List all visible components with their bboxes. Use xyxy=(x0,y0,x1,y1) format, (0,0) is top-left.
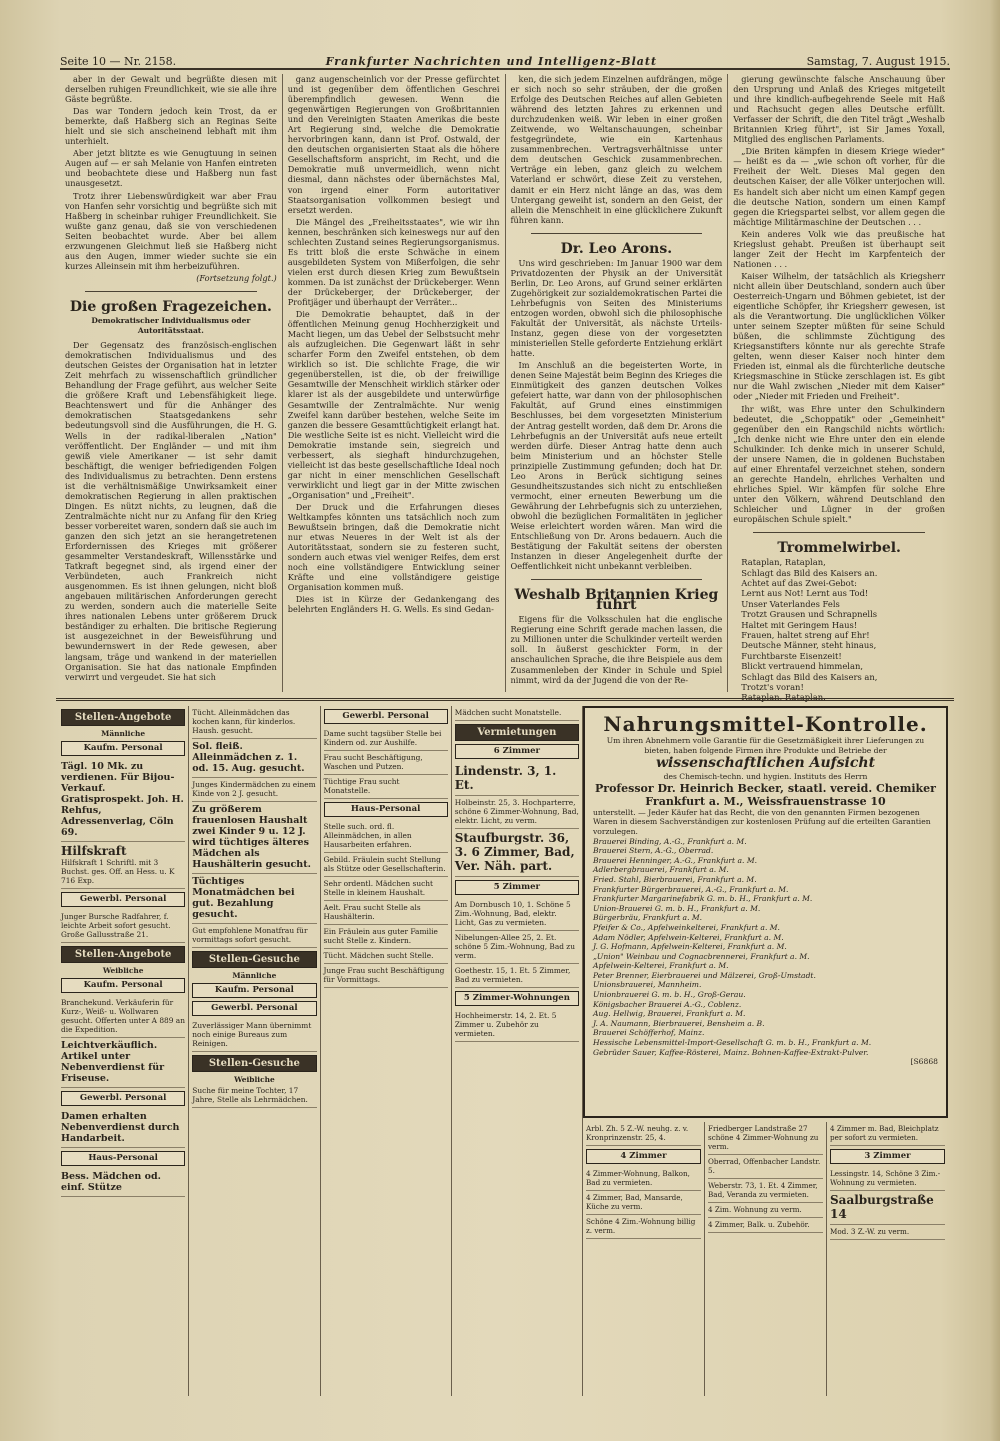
section-header: 4 Zimmer xyxy=(586,1149,701,1164)
page-header xyxy=(60,48,950,70)
section-header: Kaufm. Personal xyxy=(192,983,316,998)
ad-item: Junges Kindermädchen zu einem Kinde von 2 J. gesucht. xyxy=(192,778,316,802)
firm-item: Apfelwein-Kelterei, Frankfurt a. M. xyxy=(593,961,729,971)
kontrolle-intro: Um ihren Abnehmern volle Garantie für die Gesetzmäßigkeit ihrer Lieferungen zu bieten, haben folgende Firmen ihre Produkte und Betriebe der xyxy=(606,736,925,755)
ads-column-b xyxy=(189,706,320,1396)
column-4 xyxy=(728,74,950,703)
firm-item: Frankfurter Bürgerbrauerei, A.-G., Frankfurt a. M. xyxy=(593,884,789,894)
kontrolle-address: Frankfurt a. M., Weissfrauenstrasse 10 xyxy=(645,794,886,808)
poem-line: Achtet auf das Zwei-Gebot: xyxy=(741,577,857,588)
firm-item: Unionsbrauerei, Mannheim. xyxy=(593,980,702,990)
firm-item: Pfeifer & Co., Apfelweinkelterei, Frankfurt a. M. xyxy=(593,922,780,932)
section-header: Haus-Personal xyxy=(324,802,448,817)
ad-item: Sol. fleiß. Alleinmädchen z. 1. od. 15. Aug. gesucht. xyxy=(192,739,316,778)
ad-text: Hilfskraft 1 Schriftl. mit 3 Buchst. ges. Off. an Hess. u. K 716 Exp. xyxy=(61,858,175,885)
ad-item: Tüchtige Frau sucht Monatstelle. xyxy=(324,775,448,799)
poem-line: Schlagt das Bild des Kaisers an. xyxy=(741,567,878,578)
article-paragraph: Die Demokratie behauptet, daß in der öffentlichen Meinung genug Hochherzigkeit und Macht liegen, um das Uebel der Selbstsucht mehr als aufzugleichen. Die Gegenwart läßt in sehr scharfer Form den Zweifel entstehen, ob dem wirklich so ist. Die schlichte Frage, die wir gegenüberstellen, ist die, ob der freiwillige Gesamtwille der Menschheit wirklich stärker oder klarer ist als der ausgebildete und unterwürfige Gesamtwille der Zentralmächte. Nur wenig Zweifel kann darüber bestehen, welche Seite im ganzen die bessere Gesamttüchtigkeit erlangt hat. Die westliche Seite ist es nicht. Vielleicht wird die Demokratie imstande sein, siegreich und verbessert, als sieghaft hindurchzugehen, vielleicht ist das beste gesellschaftliche Ideal noch gar nicht in einer menschlichen Gesellschaft verwirklicht und liegt gar in der Mitte zwischen „Organisation" und „Freiheit". xyxy=(287,309,500,500)
firm-item: Adlerbergbrauerei, Frankfurt a. M. xyxy=(593,865,729,875)
divider xyxy=(85,291,257,292)
column-1 xyxy=(60,74,283,692)
kontrolle-aufsicht: wissenschaftlichen Aufsicht xyxy=(655,755,876,772)
article-paragraph: ganz augenscheinlich vor der Presse gefürchtet und ist gegenüber dem öffentlichen Geschrei überempfindlich gewesen. Wenn die gegenwärtigen Regierungen von Großbritannien und den Vereinigten Staaten Amerikas die beste Art Regierung sind, welche die Demokratie hervorbringen kann, dann ist Prof. Ostwald, der den deutschen organisierten Staat als die höhere Gesellschaftsform anspricht, im Recht, und die Demokratie muß unvermeidlich, wenn nicht diesmal, dann nächstes oder übernächstes Mal, von irgend einer Form autoritativer Staatsorganisation vollkommen besiegt und ersetzt werden. xyxy=(287,74,500,215)
poem-title: Trommelwirbel. xyxy=(777,540,901,557)
ad-item: Bess. Mädchen od. einf. Stütze xyxy=(61,1169,185,1197)
section-subheader: Männliche xyxy=(101,729,146,738)
article-paragraph: Der Druck und die Erfahrungen dieses Weltkampfes könnten uns tatsächlich noch zum Bewußtsein bringen, daß die Demokratie nicht nur etwas Neueres in der Welt ist als der Autoritätsstaat, sondern sie zu festeren sucht, sondern auch etwas viel weniger Reifes, dem erst noch eine vollständigere Entwicklung seiner Kräfte und eine vollständigere geistige Organisation kommen muß. xyxy=(287,501,500,593)
section-header: Stellen-Angebote xyxy=(61,946,185,963)
ad-item: 4 Zimmer-Wohnung, Balkon, Bad zu vermieten. xyxy=(586,1167,701,1191)
section-subheader: Männliche xyxy=(232,971,277,980)
story-paragraph: Aber jetzt blitzte es wie Genugtuung in seinen Augen auf — er sah Melanie von Hanfen eintreten und beobachtete diese und Haßberg nun fast unausgesetzt. xyxy=(65,148,277,189)
kontrolle-ad xyxy=(583,706,948,1118)
ad-item: Mädchen sucht Monatstelle. xyxy=(455,706,579,721)
firm-item: Hessische Lebensmittel-Import-Gesellschaft G. m. b. H., Frankfurt a. M. xyxy=(593,1038,872,1048)
article-paragraph: Ihr wißt, was Ehre unter den Schulkindern bedeutet, die „Schoppatik" oder „Gemeinheit" gegenüber den ein Rangschild nichts wörtlich: „Ich denke nicht wie Ehre unter den ein elende Schulkinder. Ich denke mich in unserer Schuld, der unsere Namen, die in goldenen Buchstaben auf einer Ehrentafel verzeichnet stehen, sondern an gerechte Handeln, ehrliches Verhalten und ehrliches Spiel. Wir kämpfen für solche Ehre unter den Völkern, während Deutschland den Schleicher und Lügner in der großen europäischen Schule spielt." xyxy=(733,403,945,525)
ad-item: Friedberger Landstraße 27 schöne 4 Zimmer-Wohnung zu verm. xyxy=(708,1122,823,1155)
article-paragraph: ken, die sich jedem Einzelnen aufdrängen, möge er sich noch so sehr sträuben, der die großen Erfolge des Deutschen Reiches auf allen Gebieten während des letzten Jahres zu erkennen und durchzudenken weiß. Wir leben in einer großen Zeitwende, wo Weltanschauungen, scheinbar festgegründete, wie ein Kartenhaus zusammenbrechen. Vertragsverhältnisse unter dem deutschen Geschick zusammenbrechen. Verträge ein leben, ganz gleich zu welchem Vaterland er schwört, diese Zeit zu verstehen, damit er ein Herz nicht länge an das, was dem Untergang geweiht ist, sondern an den Geist, der allein die Menschheit in eine glücklichere Zukunft führen kann. xyxy=(510,74,723,225)
article-paragraph: Der Gegensatz des französisch-englischen demokratischen Individualismus und des deutschen Geistes der Organisation hat in letzter Zeit mehrfach zu wissenschaftlich gründlicher Behandlung der Frage geführt, aus welcher Seite die größere Kraft und Lebensfähigkeit liege. Beachtenswert und für die Anhänger des demokratischen Staatsgedankens sehr bedeutungsvoll sind die Ausführungen, die H. G. Wells in der radikal-liberalen „Nation" veröffentlicht. Der Engländer — und mit ihm gewiß viele Amerikaner — ist sehr damit beschäftigt, die weniger befriedigenden Folgen des Individualismus zu betrachten. Denn erstens ist die verhältnismäßige Unwirksamkeit einer demokratischen Regierung in allen praktischen Dingen. Es nützt nichts, zu leugnen, daß die Zentralmächte nicht nur zu Anfang für den Krieg besser vorbereitet waren, sondern daß sie auch im ganzen den sich jetzt an sie herangetretenen Erfordernissen des Krieges mit größerer gesammelter Verstandeskraft, Willensstärke und Tatkraft begegnet sind, als irgend einer der Verbündeten, auch Frankreich nicht ausgenommen. Es ist ihnen gelungen, nicht bloß angebauen militärischen Anforderungen gerecht zu werden, sondern auch die materielle Seite ihres nationalen Lebens unter größerem Druck beständiger zu erhalten. Die britische Regierung ist ausgezeichnet in der Beweisführung und bewundernswert in der Rede gewesen, aber langsam, träge und wankend in der materiellen Organisation. Sie hat das nationale Empfinden verwirrt und vergeudet. Sie hat sich xyxy=(65,340,277,682)
article-paragraph: Uns wird geschrieben: Im Januar 1900 war dem Privatdozenten der Physik an der Universität Berlin, Dr. Leo Arons, auf Grund seiner erklärten Zugehörigkeit zur sozialdemokratischen Partei die Lehrbefugnis von Seiten des Ministeriums entzogen worden, obwohl sich die philosophische Fakultät der Universität, als nächste Urteils-Instanz, gegen diese von der vorgesetzten ministeriellen Stelle geforderte Entziehung erklärt hatte. xyxy=(510,257,723,359)
ad-item: Holbeinstr. 25, 3. Hochparterre, schöne 6 Zimmer-Wohnung, Bad, elektr. Licht, zu verm. xyxy=(455,796,579,829)
firm-item: Aug. Hellwig, Brauerei, Frankfurt a. M. xyxy=(593,1009,746,1019)
ad-item: Hochheimerstr. 14, 2. Et. 5 Zimmer u. Zubehör zu vermieten. xyxy=(455,1009,579,1042)
article-columns xyxy=(60,74,950,703)
article-title: Die großen Fragezeichen. xyxy=(69,298,272,315)
column-3 xyxy=(506,74,729,692)
ad-item: Arbl. Zh. 5 Z.-W. neuhg. z. v. Kronprinzenstr. 25, 4. xyxy=(586,1122,701,1146)
ad-item: 4 Zim. Wohnung zu verm. xyxy=(708,1203,823,1218)
ad-item: 4 Zimmer, Balk. u. Zubehör. xyxy=(708,1218,823,1233)
ad-item: Tücht. Alleinmädchen das kochen kann, für kinderlos. Haush. gesucht. xyxy=(192,706,316,739)
ad-item: Tägl. 10 Mk. zu verdienen. Für Bijou-Verkauf. Gratisprospekt. Joh. H. Rehfus, Adressenverlag, Cöln 69. xyxy=(61,759,185,842)
ad-item: Stelle such. ord. fl. Alleinmädchen, in allen Hausarbeiten erfahren. xyxy=(324,820,448,853)
kontrolle-title: Nahrungsmittel-Kontrolle. xyxy=(603,712,928,736)
section-header: 5 Zimmer-Wohnungen xyxy=(455,991,579,1006)
section-header: 6 Zimmer xyxy=(455,744,579,759)
ad-item: Leichtverkäuflich. Artikel unter Nebenverdienst für Friseuse. xyxy=(61,1038,185,1088)
ad-item: Weberstr. 73, 1. Et. 4 Zimmer, Bad, Veranda zu vermieten. xyxy=(708,1179,823,1203)
firm-item: J. G. Hofmann, Apfelwein-Kelterei, Frankfurt a. M. xyxy=(593,942,787,952)
story-paragraph: Trotz ihrer Liebenswürdigkeit war aber Frau von Hanfen sehr vorsichtig und begrüßte sich mit Haßberg in scheinbar ruhiger Freundlichkeit. Sie wußte ganz genau, daß sie von verschiedenen Seiten beobachtet wurde. Aber bei allem erzwungenen Gleichmut ließ sie Haßberg nicht aus den Augen, immer wieder suchte sie ein kurzes Alleinsein mit ihm herbeizuführen. xyxy=(65,190,277,271)
firm-item: Fried. Stahl, Bierbrauerei, Frankfurt a. M. xyxy=(593,874,757,884)
divider xyxy=(753,532,925,533)
firm-item: Unionbrauerei G. m. b. H., Groß-Gerau. xyxy=(593,990,746,1000)
section-subheader: Weibliche xyxy=(234,1075,275,1084)
firm-item: Gebrüder Sauer, Kaffee-Rösterei, Mainz. Bohnen-Kaffee-Extrakt-Pulver. xyxy=(593,1047,869,1057)
section-header: 5 Zimmer xyxy=(455,880,579,895)
ad-item: Dame sucht tagsüber Stelle bei Kindern od. zur Aushilfe. xyxy=(324,727,448,751)
poem-line: Rataplan, Rataplan. xyxy=(741,692,826,703)
continuation-note: (Fortsetzung folgt.) xyxy=(196,272,277,283)
section-header: Kaufm. Personal xyxy=(61,741,185,756)
ad-item: Lessingstr. 14, Schöne 3 Zim.-Wohnung zu vermieten. xyxy=(830,1167,945,1191)
firm-item: Union-Brauerei G. m. b. H., Frankfurt a. M. xyxy=(593,903,761,913)
masthead: Frankfurter Nachrichten und Intelligenz-Blatt xyxy=(325,55,658,68)
story-paragraph: aber in der Gewalt und begrüßte diesen mit derselben ruhigen Freundlichkeit, wie sie alle ihre Gäste begrüßte. xyxy=(65,74,277,105)
ad-item: Gut empfohlene Monatfrau für vormittags sofort gesucht. xyxy=(192,924,316,948)
divider xyxy=(531,579,703,580)
ads-column-f xyxy=(705,1122,827,1396)
ad-item: Mod. 3 Z.-W. zu verm. xyxy=(830,1225,945,1240)
ad-item: Junge Frau sucht Beschäftigung für Vormittags. xyxy=(324,964,448,988)
ads-divider xyxy=(56,698,954,701)
ad-item: Suche für meine Tochter, 17 Jahre, Stelle als Lehrmädchen. xyxy=(192,1084,316,1108)
poem-line: Unser Vaterlandes Fels xyxy=(741,598,840,609)
firm-item: Königsbacher Brauerei A.-G., Coblenz. xyxy=(593,999,742,1009)
ad-item: Lindenstr. 3, 1. Et. xyxy=(455,762,579,796)
ad-item: Zu größerem frauenlosen Haushalt zwei Kinder 9 u. 12 J. wird tüchtiges älteres Mädchen als Haushälterin gesucht. xyxy=(192,802,316,874)
article-paragraph: Eigens für die Volksschulen hat die englische Regierung eine Schrift gerade machen lassen, die zu Millionen unter die Schulkinder verteilt werden soll. In äußerst geschickter Form, in der anschaulichen Sprache, die ihre Beispiele aus dem Zusammenleben der Kinder in Schule und Spiel nimmt, wird da der Jugend die von der Re- xyxy=(510,614,723,685)
article-paragraph: Kein anderes Volk wie das preußische hat Kriegslust gehabt. Preußen ist überhaupt seit langer Zeit der Hecht im Karpfenteich der Nationen . . . xyxy=(733,228,945,269)
article-paragraph: Dies ist in Kürze der Gedankengang des belehrten Engländers H. G. Wells. Es sind Gedan- xyxy=(287,594,500,615)
kontrolle-lab: des Chemisch-techn. und hygien. Instituts des Herrn xyxy=(663,772,868,782)
ad-item: Saalburgstraße 14 xyxy=(830,1191,945,1225)
poem-line: Deutsche Männer, steht hinaus, xyxy=(741,640,877,651)
ad-item: Tüchtiges Monatmädchen bei gut. Bezahlung gesucht. xyxy=(192,874,316,924)
ad-item: Goethestr. 15, 1. Et. 5 Zimmer, Bad zu vermieten. xyxy=(455,964,579,988)
ad-item: Tücht. Mädchen sucht Stelle. xyxy=(324,949,448,964)
lower-right-ads xyxy=(583,1122,948,1396)
kontrolle-desc: unterstellt. — Jeder Käufer hat das Recht, die von den genannten Firmen bezogenen Waren in diesem Sachverständigen zur kostenlosen Prüfung auf die erteilten Garantien vorzulegen. xyxy=(593,807,931,836)
divider xyxy=(531,233,703,234)
firm-item: Brauerei Schöfferhof, Mainz. xyxy=(593,1028,705,1038)
ad-item: Branchekund. Verkäuferin für Kurz-, Weiß- u. Wollwaren gesucht. Offerten unter A 889 an die Expedition. xyxy=(61,996,185,1038)
ads-column-a xyxy=(58,706,189,1396)
ads-column-c xyxy=(321,706,452,1396)
poem-line: Lernt aus Not! Lernt aus Tod! xyxy=(741,588,869,599)
firm-item: Bürgerbräu, Frankfurt a. M. xyxy=(593,913,703,923)
ad-item: Junger Bursche Radfahrer, f. leichte Arbeit sofort gesucht. Große Gallusstraße 21. xyxy=(61,910,185,943)
story-paragraph: Das war Tondern jedoch kein Trost, da er bemerkte, daß Haßberg sich an Reginas Seite hielt und sie sich anscheinend lebhaft mit ihm unterhielt. xyxy=(65,106,277,147)
ad-item: Ein Fräulein aus guter Familie sucht Stelle z. Kindern. xyxy=(324,925,448,949)
poem-line: Trotzt Grausen und Schrapnells xyxy=(741,609,878,620)
ad-item: 4 Zimmer m. Bad, Bleichplatz per sofort zu vermieten. xyxy=(830,1122,945,1146)
poem-line: Haltet mit Geringem Haus! xyxy=(741,619,858,630)
ads-column-e xyxy=(583,1122,705,1396)
section-header: Gewerbl. Personal xyxy=(192,1001,316,1016)
section-header: Haus-Personal xyxy=(61,1151,185,1166)
firm-item: Adam Nödler, Apfelwein-Kelterei, Frankfurt a. M. xyxy=(593,932,784,942)
section-header: 3 Zimmer xyxy=(830,1149,945,1164)
ad-code: [S6868 xyxy=(910,1057,938,1067)
firm-item: Brauerei Stern, A.-G., Oberrad. xyxy=(593,846,714,856)
article-paragraph: „Die Briten kämpfen in diesem Kriege wieder" — heißt es da — „wie schon oft vorher, für die Freiheit der Welt. Dieses Mal gegen den deutschen Kaiser, der alle Völker unterjochen will. Es handelt sich aber nicht um einen Kampf gegen die deutsche Nation, sondern um einen Kampf gegen die Kriegspartei selbst, vor allem gegen die mächtige Militärmaschine der Deutschen . . . xyxy=(733,146,945,227)
ad-item: Am Dornbusch 10, 1. Schöne 5 Zim.-Wohnung, Bad, elektr. Licht, Gas zu vermieten. xyxy=(455,898,579,931)
firm-item: Brauerei Binding, A.-G., Frankfurt a. M. xyxy=(593,836,747,846)
page-edge-shadow xyxy=(990,0,1000,1441)
section-header: Gewerbl. Personal xyxy=(324,709,448,724)
ad-item: Staufburgstr. 36, 3. 6 Zimmer, Bad, Ver. Näh. part. xyxy=(455,829,579,877)
article-title: Weshalb Britannien Krieg führt xyxy=(514,587,719,614)
poem-line: Blickt vertrauend himmelan, xyxy=(741,661,864,672)
date: Samstag, 7. August 1915. xyxy=(806,55,950,68)
article-paragraph: gierung gewünschte falsche Anschauung über den Ursprung und Anlaß des Krieges mitgeteilt und ihre kindlich-aufbegehrende Seele mit Haß und Rachsucht gegen alles Deutsche erfüllt. Verfasser der Schrift, die den Titel trägt „Weshalb Britannien Krieg führt", ist Sir James Yoxall, Mitglied des englischen Parlaments. xyxy=(733,74,945,145)
ad-headline: Hilfskraft xyxy=(61,844,127,858)
ad-item: Oberrad, Offenbacher Landstr. 5. xyxy=(708,1155,823,1179)
ad-item xyxy=(61,842,185,889)
poem-line: Rataplan, Rataplan, xyxy=(741,557,826,568)
article-paragraph: Im Anschluß an die begeisterten Worte, in denen Seine Majestät beim Beginn des Krieges die Einmütigkeit des ganzen deutschen Volkes gefeiert hatte, war dann von der philosophischen Fakultät, auf Grund eines einstimmigen Beschlusses, bei dem vorgesetzten Ministerium der Antrag gestellt worden, daß dem Dr. Arons die Lehrbefugnis an der Universität aufs neue erteilt werden dürfe. Dieser Antrag hatte denn auch beim Ministerium und an höchster Stelle prinzipielle Zustimmung gefunden; doch hat Dr. Leo Arons in Berück sichtigung seines Gesundheitszustandes sich nicht zu entschließen vermocht, einer erneuten Bewerbung um die Gewährung der Lehrbefugnis sich zu unterziehen, obwohl die bezüglichen Formalitäten in jeglicher Weise erleichtert worden wären. Man wird die Entschließung von Dr. Arons bedauern. Auch die Bestätigung der Fakultät seitens der obersten Instanzen in dieser Angelegenheit durfte der Oeffentlichkeit nicht unbekannt verbleiben. xyxy=(510,360,723,572)
article-subtitle: Demokratischer Individualismus oder Autoritätsstaat. xyxy=(91,315,251,336)
poem-line: Trotzt's voran! xyxy=(741,681,804,692)
ad-item: Aelt. Frau sucht Stelle als Haushälterin. xyxy=(324,901,448,925)
ad-item: Schöne 4 Zim.-Wohnung billig z. verm. xyxy=(586,1215,701,1239)
section-header: Stellen-Angebote xyxy=(61,709,185,726)
poem-line: Frauen, haltet streng auf Ehr! xyxy=(741,629,870,640)
section-subheader: Weibliche xyxy=(102,966,144,975)
firm-list xyxy=(593,837,938,1058)
ad-item: Gebild. Fräulein sucht Stellung als Stütze oder Gesellschafterin. xyxy=(324,853,448,877)
ads-column-g xyxy=(827,1122,948,1396)
section-header: Gewerbl. Personal xyxy=(61,1091,185,1106)
ad-item: Sehr ordentl. Mädchen sucht Stelle in kleinem Haushalt. xyxy=(324,877,448,901)
ad-item: Frau sucht Beschäftigung, Waschen und Putzen. xyxy=(324,751,448,775)
section-header: Kaufm. Personal xyxy=(61,978,185,993)
firm-item: „Union" Weinbau und Cognacbrennerei, Frankfurt a. M. xyxy=(593,951,810,961)
ads-column-d xyxy=(452,706,583,1396)
poem xyxy=(733,557,945,715)
ad-item: Zuverlässiger Mann übernimmt noch einige Bureaus zum Reinigen. xyxy=(192,1019,316,1052)
article-paragraph: Die Mängel des „Freiheitsstaates", wie wir ihn kennen, beschränken sich keineswegs nur auf den schlechten Zustand seines Regierungsorganismus. Es tritt bloß die erste Schwäche in einem ausgebildeten System von Mißerfolgen, die sehr vielen erst durch diesen Krieg zum Bewußtsein kommen. Da ist zunächst der Drückeberger. Wenn der Drückeberger, der Drückeberger, der Profitjäger und überhaupt der Verräter... xyxy=(287,216,500,308)
page-number: Seite 10 — Nr. 2158. xyxy=(60,55,177,68)
firm-item: Frankfurter Margarinefabrik G. m. b. H., Frankfurt a. M. xyxy=(593,894,813,904)
section-header: Gewerbl. Personal xyxy=(61,892,185,907)
poem-line: Schlagt das Bild des Kaisers an, xyxy=(741,671,878,682)
kontrolle-professor: Professor Dr. Heinrich Becker, staatl. vereid. Chemiker xyxy=(595,781,936,795)
section-header: Stellen-Gesuche xyxy=(192,1055,316,1072)
column-2 xyxy=(283,74,506,692)
poem-line: Furchtbarste Eisenzeit! xyxy=(741,650,842,661)
article-title: Dr. Leo Arons. xyxy=(560,240,673,257)
ad-item: Damen erhalten Nebenverdienst durch Handarbeit. xyxy=(61,1109,185,1148)
article-paragraph: Kaiser Wilhelm, der tatsächlich als Kriegsherr nicht allein über Deutschland, sondern auch über Oesterreich-Ungarn und Böhmen gebietet, ist der eigentliche Schöpfer, ihr Kriegsherr gewesen, ist als die Verantwortung. Die unglücklichen Völker unter seinem Szepter müßten für seine Schuld büßen, die schlimmste Züchtigung des Kriegsanstifters könnte nur als gerechte Strafe gelten, wenn dieser Kaiser noch hinter dem Frieden ist, einmal als die fürchterliche deutsche Kriegsmaschine in Stücke zerschlagen ist. Es gibt nur die Wahl zwischen „Nieder mit dem Kaiser" oder „Nieder mit Frieden und Freiheit". xyxy=(733,270,945,402)
firm-item: J. A. Naumann, Bierbrauerei, Bensheim a. B. xyxy=(593,1018,765,1028)
section-header: Stellen-Gesuche xyxy=(192,951,316,968)
section-header: Vermietungen xyxy=(455,724,579,741)
ad-item: 4 Zimmer, Bad, Mansarde, Küche zu verm. xyxy=(586,1191,701,1215)
firm-item: Peter Brenner, Eierbrauerei und Mälzerei, Groß-Umstadt. xyxy=(593,970,816,980)
ad-item: Nibelungen-Allee 25, 2. Et. schöne 5 Zim.-Wohnung, Bad zu verm. xyxy=(455,931,579,964)
firm-item: Brauerei Henninger, A.-G., Frankfurt a. M. xyxy=(593,855,758,865)
